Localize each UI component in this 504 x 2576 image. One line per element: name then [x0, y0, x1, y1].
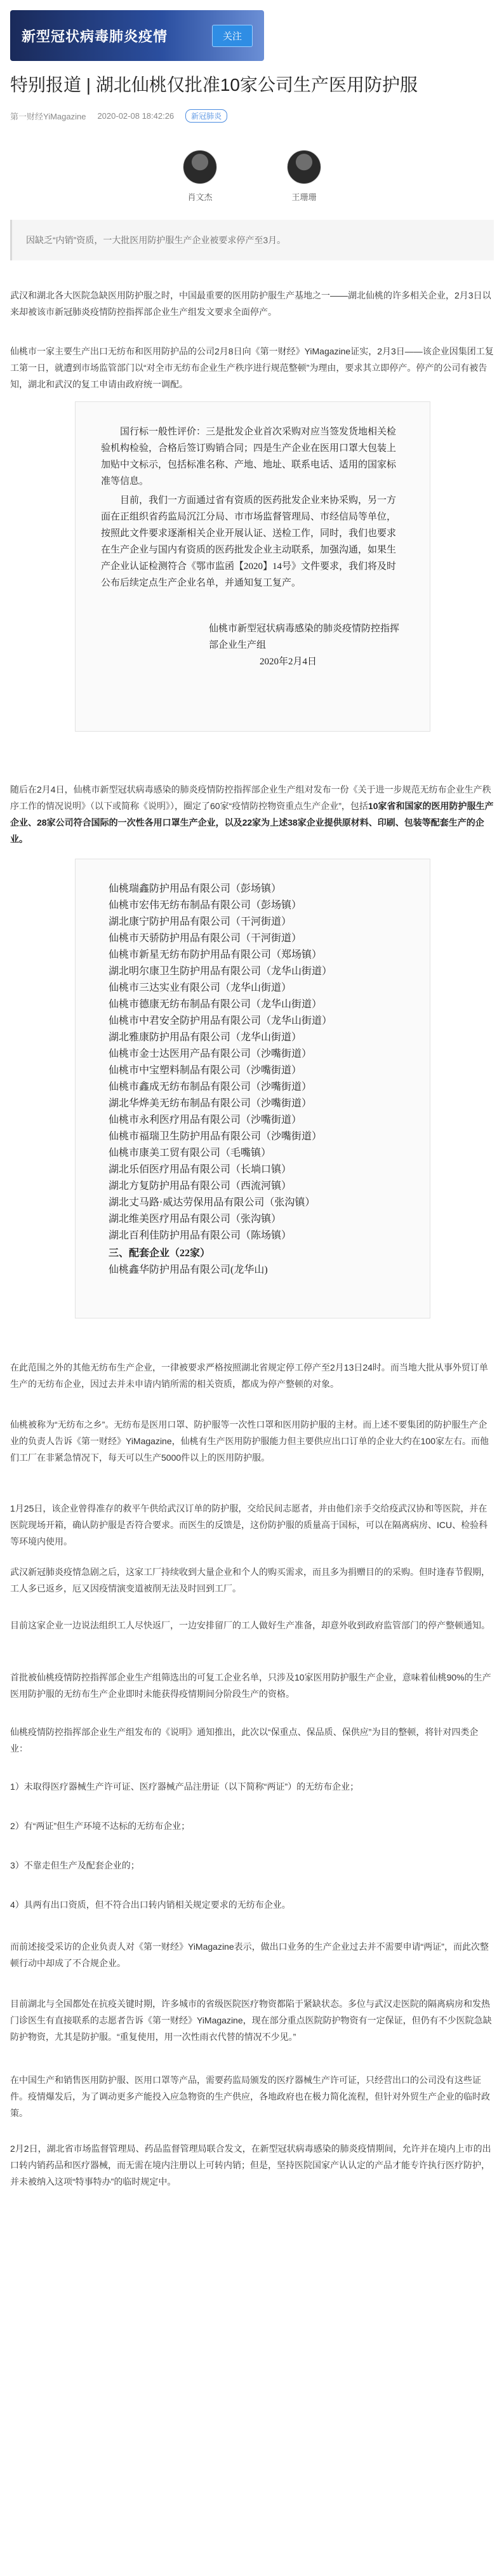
- topic-banner[interactable]: [10, 10, 264, 61]
- paragraph: 武汉和湖北各大医院急缺医用防护服之时，中国最重要的医用防护服生产基地之一——湖北仙桃的许多相关企业，2月3日以来却被该市新冠肺炎疫情防控指挥部企业生产组发文要求全面停产。: [10, 290, 491, 317]
- article-title: 特别报道 | 湖北仙桃仅批准10家公司生产医用防护服: [10, 75, 418, 95]
- paragraph: 仙桃疫情防控指挥部企业生产组发布的《说明》通知推出，此次以“保重点、保品质、保供应”为目的整顿，将针对四类企业：: [10, 1727, 479, 1754]
- article-meta: [10, 109, 227, 123]
- article-date: 2020-02-08 18:42:26: [97, 111, 175, 121]
- author-card[interactable]: [287, 150, 321, 203]
- paragraph: 首批被仙桃疫情防控指挥部企业生产组筛选出的可复工企业名单，只涉及10家医用防护服生产企业，意味着仙桃90%的生产医用防护服的无纺布生产企业即时未能获得疫情期间分阶段生产的资格。: [10, 1672, 491, 1699]
- author-avatar[interactable]: [287, 150, 321, 184]
- banner-title: 新型冠状病毒肺炎疫情: [22, 28, 168, 44]
- company-list-item: 仙桃市永利医疗用品有限公司（沙嘴街道）: [109, 1115, 302, 1125]
- company-list-item: 湖北百利佳防护用品有限公司（陈场镇）: [109, 1230, 292, 1241]
- article-summary: 因缺乏“内销”资质，一大批医用防护服生产企业被要求停产至3月。: [10, 220, 494, 260]
- company-list-item: 仙桃市鑫成无纺布制品有限公司（沙嘴街道）: [109, 1082, 312, 1092]
- document-image-company-list: [75, 859, 430, 1318]
- paragraph: 而前述接受采访的企业负责人对《第一财经》YiMagazine表示，做出口业务的生产企业过去并不需要申请“两证”，而此次整顿行动中却成了不合规企业。: [10, 1942, 489, 1968]
- paragraph: 仙桃市一家主要生产出口无纺布和医用防护品的公司2月8日向《第一财经》YiMagazine证实，2月3日——该企业因集团工复工第一日，就遭到市场监管部门以“对全市无纺布企业生产秩序进行规范整顿”为理由，要求其立即停产。停产的公司有被告知，湖北和武汉的复工申请由政府统一调配。: [10, 346, 494, 389]
- author-name: 肖文杰: [187, 192, 213, 202]
- paragraph: 2月2日，湖北省市场监督管理局、药品监督管理局联合发文，在新型冠状病毒感染的肺炎疫情期间，允许并在境内上市的出口转内销药品和医疗器械，而无需在境内注册以上可转内销；但是，坚持医院国家产认认定的产品才能专许执行医疗防护，并未被纳入这项“特事特办”的临时规定中。: [10, 2143, 491, 2187]
- company-list-item: 仙桃市三达实业有限公司（龙华山街道）: [109, 983, 292, 993]
- paragraph-highlight: 10家省和国家的医用防护服生产企业、28家公司符合国际的一次性各用口罩生产企业，以及22家为上述38家企业提供原材料、印刷、包装等配套生产的企业。: [10, 801, 494, 844]
- company-list-item: 湖北乐佰医疗用品有限公司（长埫口镇）: [109, 1164, 292, 1175]
- paragraph: 1月25日，该企业曾得准存的救平午供给武汉订单的防护服，交给民间志愿者，并由他们亲手交给疫武汉协和等医院，并在医院现场开箱，确认防护服是否符合要求。而医生的反馈是，这份防护服的质量高于国标，可以在隔离病房、ICU、检验科等环境内使用。: [10, 1503, 488, 1546]
- paragraph: 武汉新冠肺炎疫情急剧之后，这家工厂持续收到大量企业和个人的购买需求，而且多为捐赠目的的采购。但时逢春节假期，工人多已返乡，厄又因疫情演变道被削无法及时回到工厂。: [10, 1567, 490, 1593]
- author-card[interactable]: [183, 150, 217, 203]
- notice-paragraph: 目前，我们一方面通过省有资质的医药批发企业来协采购，另一方面在正组织省药监局沉江分局、市市场监督管理局、市经信局等单位，按照此文件要求逐渐相关企业开展认证、送检工作，同时，我们也要求在生产企业与国内有资质的医药批发企业主动联系，加强沟通，如果生产企业认证检测符合《鄂市监函【2020】14号》文件要求，我们将及时公布后续定点生产企业名单，并通知复工复产。: [101, 495, 397, 588]
- company-list-item: 仙桃鑫华防护用品有限公司(龙华山): [109, 1265, 268, 1275]
- author-name: 王珊珊: [291, 192, 317, 202]
- article-source[interactable]: 第一财经YiMagazine: [10, 112, 86, 121]
- company-list-item: 湖北明尔康卫生防护用品有限公司（龙华山街道）: [109, 966, 333, 977]
- company-list-section: 三、配套企业（22家）: [109, 1248, 211, 1259]
- company-list-item: 仙桃瑞鑫防护用品有限公司（彭场镇）: [109, 883, 282, 894]
- paragraph: 目前湖北与全国都处在抗疫关键时期，许多城市的省级医院医疗物资都陷于紧缺状态。多位与武汉走医院的隔离病房和发热门诊医生有直接联系的志愿者告诉《第一财经》YiMagazine，现在部分重点医院防护物资有一定保证，但仍有不少医院急缺防护物资，尤其是防护服。“重复使用，用一次性雨衣代替的情况不少见。”: [10, 1999, 492, 2042]
- company-list-item: 仙桃市德康无纺布制品有限公司（龙华山街道）: [109, 999, 322, 1010]
- document-image-notice: [75, 401, 430, 732]
- follow-button[interactable]: 关注: [212, 25, 253, 47]
- notice-paragraph: 国行标一般性评价：三是批发企业首次采购对应当签发货地相关检验机构检验，合格后签订购销合同；四是生产企业在医用口罩大包装上加贴中文标示，包括标准名称、产地、地址、联系电话、适用的国家标准等信息。: [101, 427, 397, 486]
- paragraph: 在中国生产和销售医用防护服、医用口罩等产品，需要药监局颁发的医疗器械生产许可证，只经营出口的公司没有这些证件。疫情爆发后，为了调动更多产能投入应急物资的生产供应，各地政府也在极力简化流程，但针对外贸生产企业的临时政策。: [10, 2075, 490, 2118]
- author-avatar[interactable]: [183, 150, 217, 184]
- list-item: 2）有“两证”但生产环境不达标的无纺布企业；: [10, 1821, 190, 1831]
- notice-signature: 仙桃市新型冠状病毒感染的肺炎疫情防控指挥部企业生产组: [209, 624, 400, 650]
- topic-tag[interactable]: 新冠肺炎: [185, 109, 227, 123]
- company-list-item: 湖北维美医疗用品有限公司（张沟镇）: [109, 1214, 282, 1224]
- paragraph-text: 随后在2月4日，仙桃市新型冠状病毒感染的肺炎疫情防控指挥部企业生产组对发布一份《关于进一步规范无纺布企业生产秩序工作的情况说明》（以下或简称《说明》），圈定了60家“疫情防控物资重点生产企业”，包括: [10, 784, 491, 811]
- paragraph: 在此范围之外的其他无纺布生产企业，一律被要求严格按照湖北省规定停工停产至2月13日24时。而当地大批从事外贸订单生产的无纺布企业，因过去并未申请内销所需的相关资质，都成为停产整顿的对象。: [10, 1362, 488, 1389]
- company-list-item: 仙桃市宏伟无纺布制品有限公司（彭场镇）: [109, 900, 302, 911]
- company-list-item: 仙桃市金士达医用产品有限公司（沙嘴街道）: [109, 1049, 312, 1059]
- company-list-item: 仙桃市中君安全防护用品有限公司（龙华山街道）: [109, 1016, 333, 1026]
- company-list-item: 湖北华烨美无纺布制品有限公司（沙嘴街道）: [109, 1098, 312, 1109]
- company-list-item: 湖北雅康防护用品有限公司（龙华山街道）: [109, 1032, 302, 1043]
- paragraph: 目前这家企业一边说法组织工人尽快返厂，一边安排留厂的工人做好生产准备，却意外收到政府监管部门的停产整顿通知。: [10, 1620, 490, 1630]
- author-list: [0, 150, 504, 203]
- company-list-item: 仙桃市康美工贸有限公司（毛嘴镇）: [109, 1148, 272, 1158]
- company-list-item: 仙桃市新星无纺布防护用品有限公司（郑场镇）: [109, 949, 322, 960]
- notice-date: 2020年2月4日: [260, 657, 317, 667]
- company-list-item: 仙桃市天骄防护用品有限公司（干河街道）: [109, 933, 302, 944]
- company-list-item: 湖北方复防护用品有限公司（西流河镇）: [109, 1181, 292, 1191]
- paragraph: 仙桃被称为“无纺布之乡”。无纺布是医用口罩、防护服等一次性口罩和医用防护服的主材。而上述不要集团的防护服生产企业的负责人告诉《第一财经》YiMagazine，仙桃有生产医用防护服能力但主要供应出口订单的企业大约在100家左右。而他们工厂在非紧急情况下，每天可以生产5000件以上的医用防护服。: [10, 1419, 489, 1463]
- company-list-item: 湖北康宁防护用品有限公司（干河街道）: [109, 916, 292, 927]
- paragraph: [10, 781, 494, 847]
- list-item: 1）未取得医疗器械生产许可证、医疗器械产品注册证（以下简称“两证”）的无纺布企业；: [10, 1781, 359, 1792]
- list-item: 3）不靠走但生产及配套企业的；: [10, 1860, 140, 1870]
- company-list-item: 仙桃市中宝塑料制品有限公司（沙嘴街道）: [109, 1065, 302, 1076]
- list-item: 4）具两有出口资质，但不符合出口转内销相关规定要求的无纺布企业。: [10, 1900, 291, 1910]
- company-list-item: 湖北丈马路·威达劳保用品有限公司（张沟镇）: [109, 1197, 315, 1208]
- company-list-item: 仙桃市福瑞卫生防护用品有限公司（沙嘴街道）: [109, 1131, 322, 1142]
